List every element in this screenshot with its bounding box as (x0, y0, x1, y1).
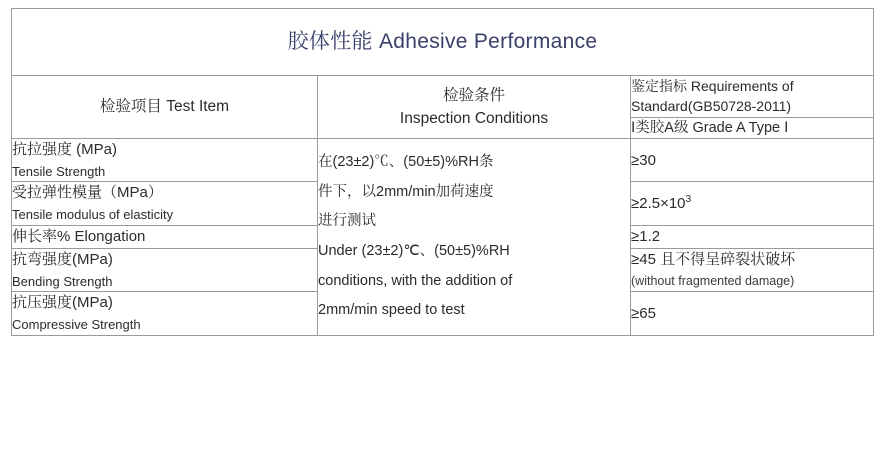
requirement-value-text: ≥2.5×10 (631, 195, 686, 213)
test-item-cn: 抗弯强度(MPa) (12, 250, 113, 268)
table-title-row (12, 9, 874, 76)
test-item-cell (12, 138, 318, 182)
condition-line-1: 在(23±2)℃、(50±5)%RH条 (318, 153, 494, 170)
spec-table (11, 8, 874, 336)
header-requirements-line1: 鉴定指标 Requirements of (631, 78, 794, 94)
header-inspection-conditions-cn: 检验条件 (442, 86, 505, 104)
header-inspection-conditions-en: Inspection Conditions (399, 109, 549, 127)
table-row (12, 138, 874, 182)
condition-line-3: 进行测试 (318, 213, 376, 230)
test-item-en: Tensile modulus of elasticity (12, 207, 174, 223)
test-item-cell (12, 248, 318, 292)
requirement-value: ≥30 (631, 151, 656, 169)
requirement-value-exponent: 3 (685, 194, 692, 206)
requirement-value: ≥45 且不得呈碎裂状破坏 (631, 251, 796, 269)
adhesive-performance-table-page (0, 8, 886, 464)
header-test-item (12, 76, 318, 139)
test-item-cn: 抗压强度(MPa) (12, 294, 113, 312)
test-item-cell (12, 292, 318, 336)
requirement-cell (631, 248, 874, 292)
test-item-cn: 抗拉强度 (MPa) (12, 140, 118, 158)
condition-line-4: Under (23±2)℃、(50±5)%RH (318, 242, 510, 259)
condition-line-5: conditions, with the addition of (318, 272, 513, 289)
requirement-value: ≥1.2 (631, 228, 661, 246)
page-title-text: 胶体性能 Adhesive Performance (287, 30, 598, 54)
header-requirements (631, 76, 874, 118)
condition-line-2: 件下，以2mm/min加荷速度 (318, 183, 494, 200)
requirement-cell (631, 226, 874, 249)
inspection-conditions-cell (318, 138, 631, 335)
requirement-cell (631, 182, 874, 226)
header-inspection-conditions (318, 76, 631, 139)
requirement-value: ≥65 (631, 305, 656, 323)
header-grade: Ⅰ类胶A级 Grade A Type Ⅰ (631, 117, 874, 138)
header-requirements-line2: Standard(GB50728-2011) (631, 98, 792, 115)
test-item-cn: 受拉弹性模量（MPa） (12, 184, 163, 202)
test-item-en: Tensile Strength (12, 163, 106, 179)
table-header-row (12, 76, 874, 118)
requirement-note: (without fragmented damage) (631, 274, 795, 289)
requirement-value (631, 193, 873, 214)
test-item-cell (12, 226, 318, 249)
test-item-en: Compressive Strength (12, 317, 141, 333)
test-item-cell (12, 182, 318, 226)
test-item-en: Bending Strength (12, 273, 113, 289)
requirement-cell (631, 292, 874, 336)
requirement-cell (631, 138, 874, 182)
test-item-cn: 伸长率% Elongation (12, 228, 146, 246)
page-title (12, 9, 874, 76)
condition-line-6: 2mm/min speed to test (318, 302, 465, 319)
header-test-item-label: 检验项目 Test Item (99, 98, 230, 116)
